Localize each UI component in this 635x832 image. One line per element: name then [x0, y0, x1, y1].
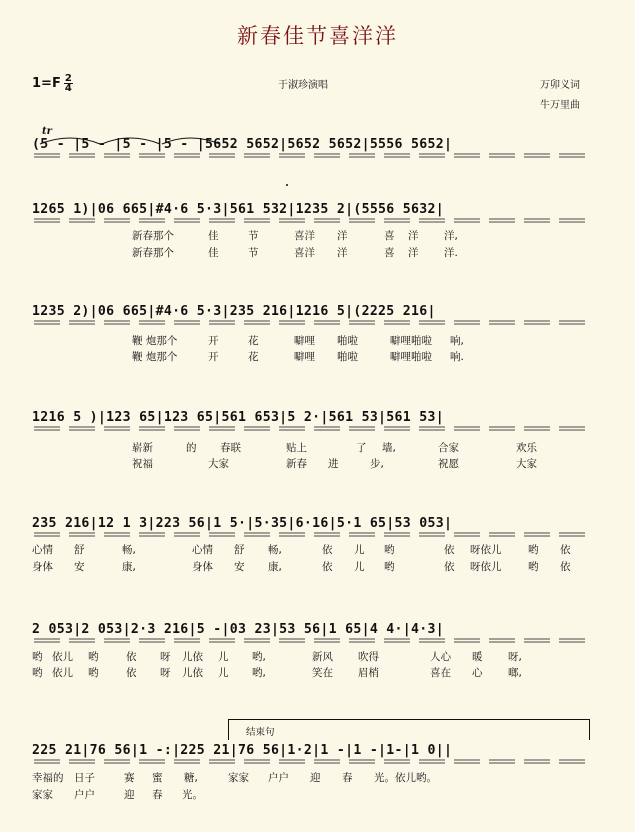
lyric-word: 幸福的: [32, 772, 64, 784]
lyric-word: 洋: [408, 247, 419, 259]
notation-row-6: [32, 618, 592, 642]
lyric-word: 合家: [438, 442, 459, 454]
lyric-word: 新春: [286, 458, 307, 470]
lyric-word: 依: [126, 667, 137, 679]
lyric-word: 康,: [268, 561, 282, 573]
lyric-word: 蜜: [152, 772, 163, 784]
lyric-word: 花: [248, 351, 259, 363]
lyric-word: 儿: [354, 561, 365, 573]
lyric-word: 喜洋: [294, 230, 315, 242]
lyric-word: 步,: [370, 458, 384, 470]
lyric-word: 眉梢: [358, 667, 379, 679]
ending-bracket: [228, 719, 590, 740]
lyric-word: 儿依: [182, 651, 203, 663]
lyric-word: 日子: [74, 772, 95, 784]
notation-row-7: [32, 739, 592, 763]
lyric-word: 依: [560, 561, 571, 573]
lyric-line-5: [32, 440, 602, 454]
notation-row-3: [32, 300, 592, 324]
lyric-word: 呀,: [508, 651, 522, 663]
lyric-word: 依: [560, 544, 571, 556]
composer-credit: 牛万里曲: [540, 100, 580, 111]
key-signature: [32, 74, 73, 93]
notation-text: 2 053|2 053|2·3 216|5 -|03 23|53 56|1 65|4 4·|4·3|: [32, 622, 444, 637]
notation-text: (5 - |5 - |5 - |5 - |5652 5652|5652 5652|5556 5652|: [32, 137, 453, 152]
lyric-line-6: [32, 456, 602, 470]
song-title: 新春佳节喜洋洋: [237, 24, 398, 48]
lyric-word: 噼哩啪啦: [390, 335, 432, 347]
lyric-word: 儿: [354, 544, 365, 556]
lyric-word: 哟: [528, 561, 539, 573]
lyric-line-10: [32, 665, 602, 679]
lyric-word: 畅,: [122, 544, 136, 556]
lyric-word: 儿: [218, 651, 229, 663]
lyric-word: 喜在: [430, 667, 451, 679]
lyric-word: 大家: [208, 458, 229, 470]
lyric-word: 洋: [337, 230, 348, 242]
lyric-word: 鞭 炮那个: [132, 351, 178, 363]
lyric-word: 依: [322, 544, 333, 556]
lyric-line-4: [32, 349, 602, 363]
lyric-word: 儿依: [182, 667, 203, 679]
lyric-word: 依: [444, 561, 455, 573]
lyric-word: 哟: [384, 544, 395, 556]
lyric-word: 洋: [408, 230, 419, 242]
lyric-word: 喜: [384, 230, 395, 242]
lyric-word: 哟: [528, 544, 539, 556]
lyric-line-12: [32, 787, 602, 801]
lyric-word: 响,: [450, 335, 464, 347]
lyric-word: 墙,: [382, 442, 396, 454]
lyric-word: 迎: [310, 772, 321, 784]
lyric-word: 依儿: [52, 651, 73, 663]
lyric-word: 洋.: [444, 247, 458, 259]
lyric-word: 大家: [516, 458, 537, 470]
lyric-word: 吹得: [358, 651, 379, 663]
lyric-word: 呀: [160, 651, 171, 663]
lyric-word: 祝福: [132, 458, 153, 470]
lyric-word: 户户: [268, 772, 289, 784]
beam-lines: [32, 133, 602, 163]
lyric-word: 安: [234, 561, 245, 573]
notation-text: 225 21|76 56|1 -:|225 21|76 56|1·2|1 -|1 -|1-|1 0||: [32, 743, 453, 758]
lyric-word: 哟,: [252, 651, 266, 663]
lyric-word: 安: [74, 561, 85, 573]
lyric-word: 开: [208, 351, 219, 363]
lyric-word: 啪啦: [337, 351, 358, 363]
lyric-line-7: [32, 542, 602, 556]
time-signature: [64, 74, 73, 93]
lyric-word: 心情: [32, 544, 53, 556]
lyric-word: 春: [342, 772, 353, 784]
beam-lines: [32, 198, 602, 228]
lyric-word: 家家: [32, 789, 53, 801]
lyric-word: 新风: [312, 651, 333, 663]
lyric-line-2: [32, 245, 602, 259]
ending-label: 结束句: [246, 727, 275, 738]
lyric-word: 节: [248, 230, 259, 242]
lyric-word: 依儿: [52, 667, 73, 679]
lyric-word: 畅,: [268, 544, 282, 556]
lyricist-credit: 万卯义词: [540, 80, 580, 91]
lyric-word: 身体: [192, 561, 213, 573]
lyric-word: 迎: [124, 789, 135, 801]
lyric-line-9: [32, 649, 602, 663]
notation-text: 1216 5 )|123 65|123 65|561 653|5 2·|561 53|561 53|: [32, 410, 444, 425]
time-numerator: 2: [64, 73, 72, 84]
lyric-word: 噼哩: [294, 351, 315, 363]
lyric-word: 喜洋: [294, 247, 315, 259]
lyric-word: 新春那个: [132, 230, 174, 242]
lyric-word: 人心: [430, 651, 451, 663]
lyric-word: 欢乐: [516, 442, 537, 454]
lyric-word: 佳: [208, 230, 219, 242]
lyric-word: 光。: [182, 789, 203, 801]
notation-text: 1265 1)|06 665|#4·6 5·3|561 532|1235 2|(5556 5632|: [32, 202, 444, 217]
notation-text: 1235 2)|06 665|#4·6 5·3|235 216|1216 5|(2225 216|: [32, 304, 436, 319]
notation-text: 235 216|12 1 3|223 56|1 5·|5·35|6·16|5·1 65|53 053|: [32, 516, 453, 531]
lyric-word: 哟: [384, 561, 395, 573]
lyric-line-3: [32, 333, 602, 347]
beam-lines: [32, 406, 602, 436]
lyric-word: 哟: [88, 667, 99, 679]
lyric-word: 哟: [32, 651, 43, 663]
lyric-word: 哟: [32, 667, 43, 679]
lyric-word: 依: [444, 544, 455, 556]
trill-mark: tr: [42, 126, 52, 137]
lyric-word: 心: [472, 667, 483, 679]
lyric-word: 家家: [228, 772, 249, 784]
lyric-word: 康,: [122, 561, 136, 573]
lyric-word: 依: [322, 561, 333, 573]
lyric-word: 呀: [160, 667, 171, 679]
lyric-word: 响.: [450, 351, 464, 363]
beam-lines: [32, 618, 602, 648]
lyric-word: 开: [208, 335, 219, 347]
lyric-word: 舒: [234, 544, 245, 556]
lyric-word: 贴上: [286, 442, 307, 454]
lyric-word: 啪啦: [337, 335, 358, 347]
lyric-word: 哟: [88, 651, 99, 663]
lyric-word: 新春那个: [132, 247, 174, 259]
beam-lines: [32, 300, 602, 330]
beam-lines: [32, 512, 602, 542]
lyric-word: 暖: [472, 651, 483, 663]
lyric-word: 舒: [74, 544, 85, 556]
time-denominator: 4: [64, 83, 72, 94]
lyric-line-1: [32, 228, 602, 242]
notation-row-5: [32, 512, 592, 536]
lyric-line-11: [32, 770, 602, 784]
lyric-word: 赛: [124, 772, 135, 784]
lyric-word: 光。依儿哟。: [374, 772, 437, 784]
lyric-word: 糖,: [184, 772, 198, 784]
notation-row-2: [32, 198, 592, 222]
lyric-word: 噼哩啪啦: [390, 351, 432, 363]
lyric-word: 身体: [32, 561, 53, 573]
lyric-line-8: [32, 559, 602, 573]
lyric-word: 哟,: [252, 667, 266, 679]
lyric-word: 儿: [218, 667, 229, 679]
lyric-word: 春联: [220, 442, 241, 454]
lyric-word: 佳: [208, 247, 219, 259]
lyric-word: 节: [248, 247, 259, 259]
lyric-word: 心情: [192, 544, 213, 556]
lyric-word: 洋,: [444, 230, 458, 242]
lyric-word: 呀依儿: [470, 561, 502, 573]
lyric-word: 祝愿: [438, 458, 459, 470]
lyric-word: 了: [356, 442, 367, 454]
lyric-word: 笑在: [312, 667, 333, 679]
lyric-word: 依: [126, 651, 137, 663]
staccato-dot: [286, 184, 288, 186]
beam-lines: [32, 739, 602, 769]
lyric-word: 呀依儿: [470, 544, 502, 556]
key-prefix: 1=F: [32, 76, 61, 91]
lyric-word: 户户: [74, 789, 95, 801]
lyric-word: 喜: [384, 247, 395, 259]
singer-credit: 于淑珍演唱: [278, 80, 328, 91]
lyric-word: 的: [186, 442, 197, 454]
lyric-word: 噼哩: [294, 335, 315, 347]
notation-row-1: [32, 133, 592, 157]
lyric-word: 花: [248, 335, 259, 347]
lyric-word: 崭新: [132, 442, 153, 454]
lyric-word: 鞭 炮那个: [132, 335, 178, 347]
lyric-word: 进: [328, 458, 339, 470]
lyric-word: 洋: [337, 247, 348, 259]
lyric-word: 春: [152, 789, 163, 801]
notation-row-4: [32, 406, 592, 430]
lyric-word: 啷,: [508, 667, 522, 679]
